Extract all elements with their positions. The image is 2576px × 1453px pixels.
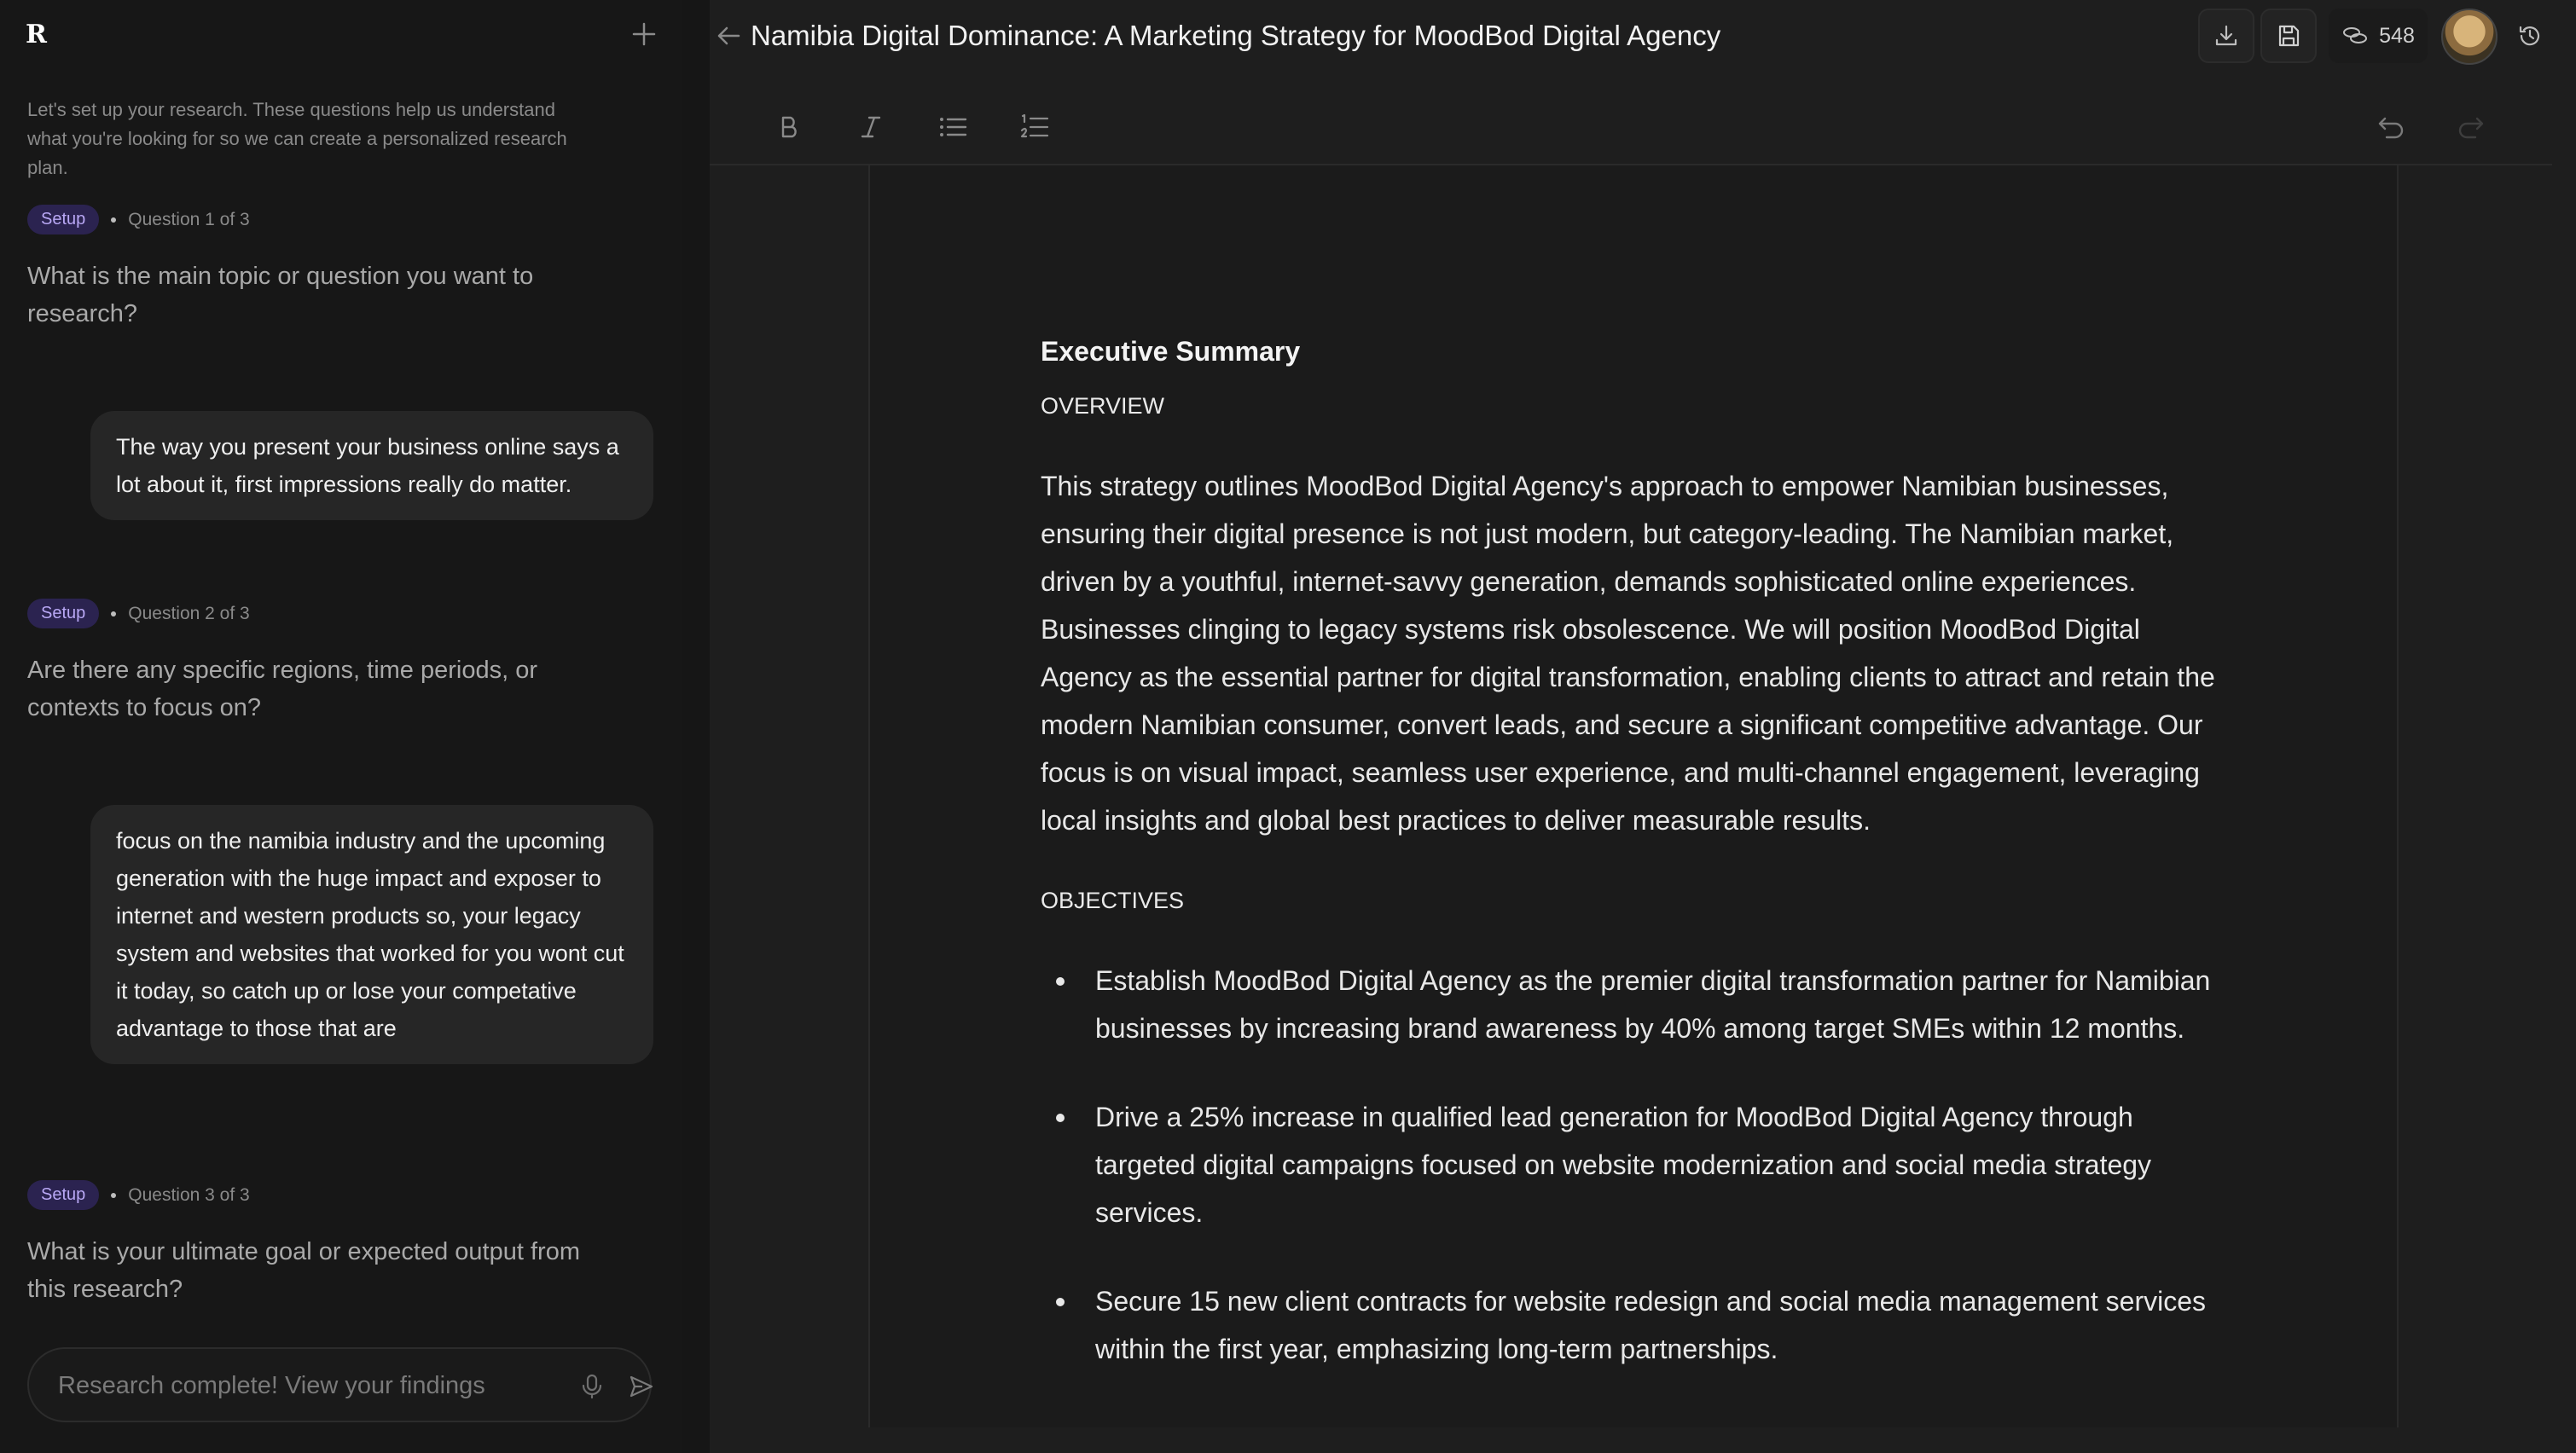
question-1-meta <box>27 205 250 234</box>
question-2-meta <box>27 599 250 628</box>
overview-label: OVERVIEW <box>1041 393 1165 419</box>
separator-dot <box>111 611 116 617</box>
back-button[interactable] <box>710 17 747 55</box>
separator-dot <box>111 1193 116 1198</box>
bullet-list-icon <box>938 114 967 140</box>
document-header <box>710 0 2576 72</box>
plus-icon <box>631 21 657 47</box>
save-icon <box>2276 23 2301 49</box>
new-research-button[interactable] <box>627 17 661 51</box>
download-icon <box>2213 23 2239 49</box>
research-sidebar <box>0 0 682 1453</box>
question-2-text: Are there any specific regions, time periods, or contexts to focus on? <box>27 657 537 721</box>
section-heading: Executive Summary <box>1041 336 1301 367</box>
send-icon <box>629 1374 654 1399</box>
download-button[interactable] <box>2198 9 2254 63</box>
separator-dot <box>111 217 116 223</box>
numbered-list-icon <box>1020 113 1049 141</box>
objective-item: Drive a 25% increase in qualified lead generation for MoodBod Digital Agency through targeted digital campaigns focused on website modernization and social media strategy services. <box>1041 1093 2235 1236</box>
italic-button[interactable] <box>850 106 892 148</box>
history-icon <box>2517 23 2543 49</box>
app-logo[interactable]: R <box>26 20 47 49</box>
setup-badge: Setup <box>27 599 99 628</box>
coins-icon <box>2341 25 2369 47</box>
microphone-button[interactable] <box>575 1369 609 1404</box>
bullet-list-button[interactable] <box>931 106 974 148</box>
question-1-text: What is the main topic or question you want to research? <box>27 263 534 327</box>
objective-item: Establish MoodBod Digital Agency as the premier digital transformation partner for Namibian businesses by increasing brand awareness by 40% among target SMEs within 12 months. <box>1041 957 2235 1052</box>
bold-button[interactable] <box>768 106 810 148</box>
microphone-icon <box>580 1374 604 1399</box>
research-input[interactable] <box>56 1366 537 1405</box>
history-button[interactable] <box>2511 17 2549 55</box>
redo-icon <box>2457 114 2486 140</box>
document-body <box>1041 333 2235 1414</box>
question-count: Question 3 of 3 <box>128 1184 250 1205</box>
document-canvas[interactable] <box>868 165 2399 1427</box>
formatting-toolbar <box>710 85 2552 165</box>
numbered-list-button[interactable] <box>1013 106 1056 148</box>
redo-button[interactable] <box>2450 106 2492 148</box>
setup-badge: Setup <box>27 205 99 234</box>
save-button[interactable] <box>2260 9 2317 63</box>
overview-paragraph: This strategy outlines MoodBod Digital Agency's approach to empower Namibian businesses, ensuring their digital presence is not just modern, but category-leading. The Namibian market, driven by a youthful, internet-savvy generation, demands sophisticated online experiences. Businesses clinging to legacy systems risk obsolescence. We will position MoodBod Digital Agency as the essential partner for digital transformation, enabling clients to attract and retain the modern Namibian consumer, convert leads, and secure a significant competitive advantage. Our focus is on visual impact, seamless user experience, and multi-channel engagement, leveraging local insights and global best practices to deliver measurable results. <box>1041 471 2215 836</box>
send-button[interactable] <box>624 1369 659 1404</box>
answer-1-bubble: The way you present your business online says a lot about it, first impressions really do matter. <box>90 411 653 520</box>
question-count: Question 1 of 3 <box>128 209 250 229</box>
chat-input-box <box>27 1347 652 1422</box>
italic-icon <box>859 114 883 140</box>
objective-item: Secure 15 new client contracts for website redesign and social media management services within the first year, emphasizing long-term partnerships. <box>1041 1277 2235 1373</box>
answer-2-bubble: focus on the namibia industry and the upcoming generation with the huge impact and exposer to internet and western products so, your legacy system and websites that worked for you wont cut it today, so catch up or lose your competative advantage to those that are <box>90 805 653 1064</box>
credits-count: 548 <box>2379 23 2415 48</box>
undo-icon <box>2376 114 2405 140</box>
question-3-meta <box>27 1180 250 1210</box>
objectives-label: OBJECTIVES <box>1041 888 1185 913</box>
document-panel <box>710 0 2576 1453</box>
undo-button[interactable] <box>2370 106 2412 148</box>
arrow-left-icon <box>715 22 742 49</box>
question-3-text: What is your ultimate goal or expected output from this research? <box>27 1238 580 1303</box>
bold-icon <box>777 114 801 140</box>
question-count: Question 2 of 3 <box>128 603 250 623</box>
setup-badge: Setup <box>27 1180 99 1210</box>
user-avatar[interactable] <box>2441 9 2498 65</box>
objectives-list <box>1041 957 2235 1373</box>
credits-indicator[interactable] <box>2329 9 2428 63</box>
document-title: Namibia Digital Dominance: A Marketing Strategy for MoodBod Digital Agency <box>751 20 1721 51</box>
setup-intro: Let's set up your research. These questions help us understand what you're looking for so we can create a personalized research plan. <box>27 99 567 178</box>
